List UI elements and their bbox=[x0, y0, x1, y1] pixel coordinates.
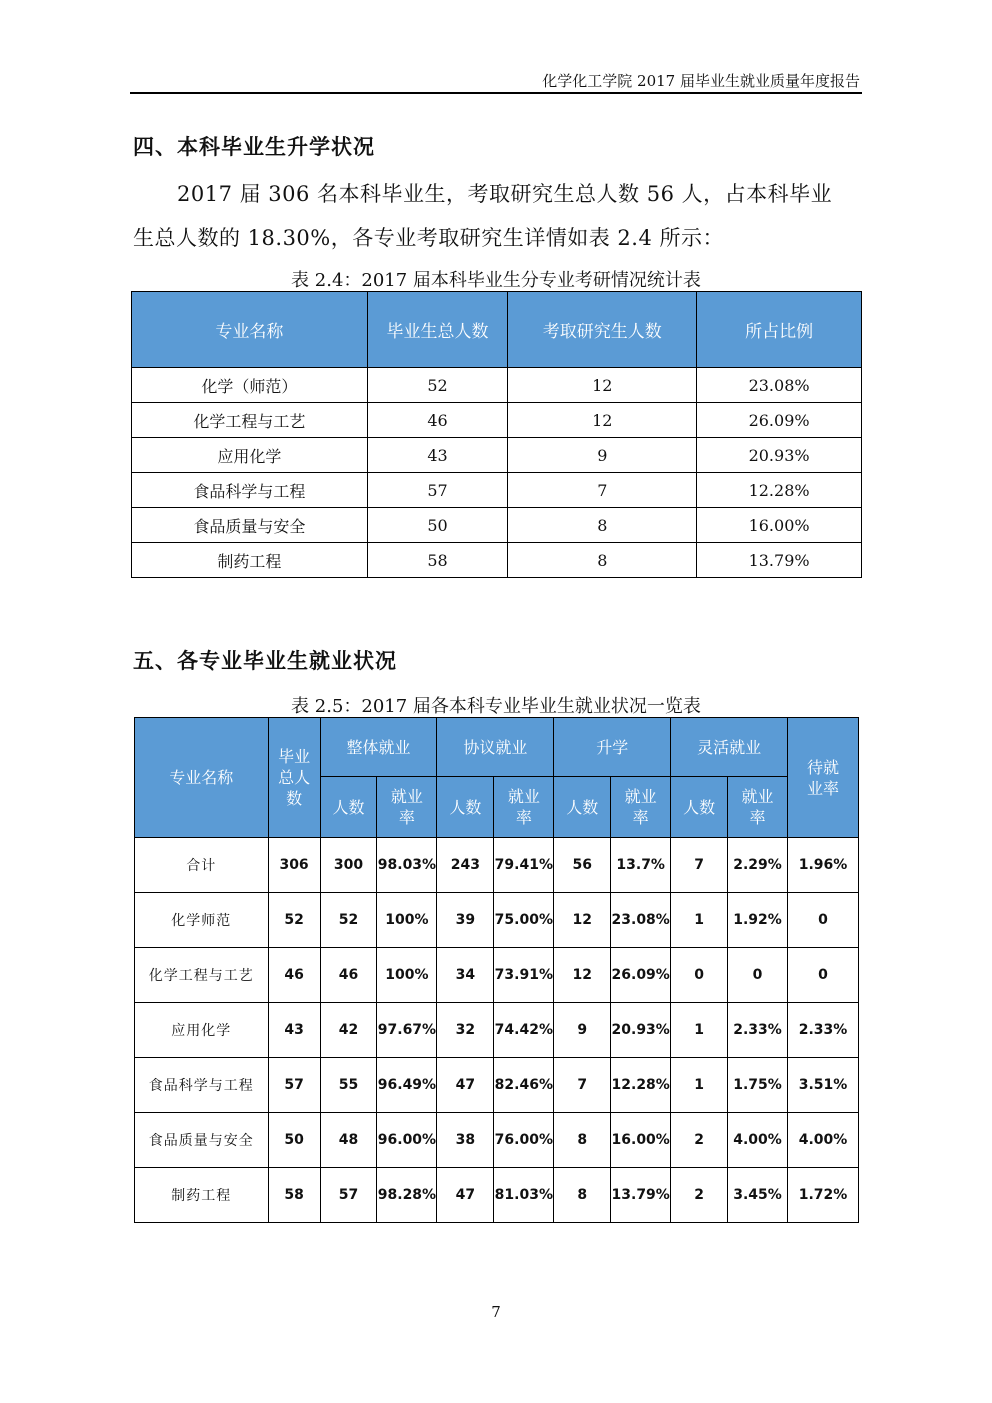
section-4-heading: 四、本科毕业生升学状况 bbox=[133, 135, 375, 159]
major-name-cell: 化学（师范） bbox=[132, 368, 368, 403]
data-cell: 34 bbox=[437, 948, 494, 1003]
group-header-agreement: 协议就业 bbox=[437, 718, 554, 777]
sub-header-rate: 就业率 bbox=[494, 777, 554, 838]
data-cell: 38 bbox=[437, 1113, 494, 1168]
data-cell: 73.91% bbox=[494, 948, 554, 1003]
data-cell: 57 bbox=[367, 473, 508, 508]
table-row bbox=[132, 473, 862, 508]
data-cell: 26.09% bbox=[611, 948, 671, 1003]
data-cell: 46 bbox=[367, 403, 508, 438]
data-cell: 8 bbox=[554, 1113, 611, 1168]
column-header: 毕业生总人数 bbox=[367, 292, 508, 368]
data-cell: 42 bbox=[320, 1003, 377, 1058]
data-cell: 79.41% bbox=[494, 838, 554, 893]
major-name-cell: 食品科学与工程 bbox=[132, 473, 368, 508]
data-cell: 57 bbox=[320, 1168, 377, 1223]
table-row bbox=[135, 1168, 859, 1223]
data-cell: 58 bbox=[367, 543, 508, 578]
data-cell: 47 bbox=[437, 1168, 494, 1223]
column-header: 所占比例 bbox=[697, 292, 862, 368]
table-row bbox=[135, 893, 859, 948]
data-cell: 0 bbox=[671, 948, 728, 1003]
data-cell: 52 bbox=[320, 893, 377, 948]
major-name-cell: 食品质量与安全 bbox=[135, 1113, 269, 1168]
data-cell: 32 bbox=[437, 1003, 494, 1058]
column-header-major: 专业名称 bbox=[135, 718, 269, 838]
data-cell: 23.08% bbox=[611, 893, 671, 948]
data-cell: 98.28% bbox=[377, 1168, 437, 1223]
table-row bbox=[135, 1113, 859, 1168]
sub-header-rate: 就业率 bbox=[728, 777, 788, 838]
data-cell: 4.00% bbox=[787, 1113, 858, 1168]
data-cell: 96.49% bbox=[377, 1058, 437, 1113]
data-cell: 12.28% bbox=[697, 473, 862, 508]
major-name-cell: 制药工程 bbox=[135, 1168, 269, 1223]
data-cell: 55 bbox=[320, 1058, 377, 1113]
table-row bbox=[132, 508, 862, 543]
sub-header-count: 人数 bbox=[320, 777, 377, 838]
data-cell: 1 bbox=[671, 893, 728, 948]
major-name-cell: 应用化学 bbox=[135, 1003, 269, 1058]
data-cell: 12 bbox=[508, 403, 697, 438]
data-cell: 7 bbox=[554, 1058, 611, 1113]
section-4-paragraph bbox=[133, 172, 863, 260]
table-row bbox=[135, 948, 859, 1003]
data-cell: 0 bbox=[787, 948, 858, 1003]
data-cell: 50 bbox=[367, 508, 508, 543]
column-header-total: 毕业总人数 bbox=[268, 718, 320, 838]
paragraph-line-1: 2017 届 306 名本科毕业生，考取研究生总人数 56 人，占本科毕业 bbox=[177, 182, 833, 206]
major-name-cell: 化学师范 bbox=[135, 893, 269, 948]
data-cell: 7 bbox=[508, 473, 697, 508]
data-cell: 4.00% bbox=[728, 1113, 788, 1168]
group-header-flexible: 灵活就业 bbox=[671, 718, 788, 777]
data-cell: 9 bbox=[554, 1003, 611, 1058]
data-cell: 81.03% bbox=[494, 1168, 554, 1223]
column-header: 专业名称 bbox=[132, 292, 368, 368]
table-2-4 bbox=[131, 291, 862, 578]
data-cell: 75.00% bbox=[494, 893, 554, 948]
page-number: 7 bbox=[491, 1303, 501, 1321]
data-cell: 96.00% bbox=[377, 1113, 437, 1168]
data-cell: 98.03% bbox=[377, 838, 437, 893]
data-cell: 2 bbox=[671, 1168, 728, 1223]
table-row bbox=[135, 1003, 859, 1058]
data-cell: 1.75% bbox=[728, 1058, 788, 1113]
data-cell: 12 bbox=[554, 893, 611, 948]
data-cell: 58 bbox=[268, 1168, 320, 1223]
data-cell: 13.79% bbox=[697, 543, 862, 578]
data-cell: 46 bbox=[320, 948, 377, 1003]
table-row bbox=[132, 438, 862, 473]
data-cell: 47 bbox=[437, 1058, 494, 1113]
data-cell: 20.93% bbox=[697, 438, 862, 473]
table-2-5-caption: 表 2.5：2017 届各本科专业毕业生就业状况一览表 bbox=[291, 696, 701, 717]
sub-header-count: 人数 bbox=[671, 777, 728, 838]
data-cell: 8 bbox=[554, 1168, 611, 1223]
data-cell: 12 bbox=[554, 948, 611, 1003]
data-cell: 16.00% bbox=[611, 1113, 671, 1168]
data-cell: 100% bbox=[377, 893, 437, 948]
data-cell: 2.33% bbox=[787, 1003, 858, 1058]
sub-header-count: 人数 bbox=[554, 777, 611, 838]
major-name-cell: 食品质量与安全 bbox=[132, 508, 368, 543]
data-cell: 1 bbox=[671, 1058, 728, 1113]
table-row bbox=[132, 543, 862, 578]
data-cell: 39 bbox=[437, 893, 494, 948]
major-name-cell: 应用化学 bbox=[132, 438, 368, 473]
sub-header-rate: 就业率 bbox=[611, 777, 671, 838]
data-cell: 74.42% bbox=[494, 1003, 554, 1058]
table-row bbox=[132, 368, 862, 403]
data-cell: 48 bbox=[320, 1113, 377, 1168]
paragraph-line-2: 生总人数的 18.30%，各专业考取研究生详情如表 2.4 所示： bbox=[133, 226, 724, 250]
sub-header-count: 人数 bbox=[437, 777, 494, 838]
sub-header-rate: 就业率 bbox=[377, 777, 437, 838]
data-cell: 0 bbox=[728, 948, 788, 1003]
data-cell: 7 bbox=[671, 838, 728, 893]
data-cell: 13.7% bbox=[611, 838, 671, 893]
data-cell: 9 bbox=[508, 438, 697, 473]
group-header-overall: 整体就业 bbox=[320, 718, 437, 777]
data-cell: 23.08% bbox=[697, 368, 862, 403]
running-header: 化学化工学院 2017 届毕业生就业质量年度报告 bbox=[542, 72, 860, 90]
data-cell: 56 bbox=[554, 838, 611, 893]
data-cell: 57 bbox=[268, 1058, 320, 1113]
data-cell: 243 bbox=[437, 838, 494, 893]
table-2-5 bbox=[134, 717, 859, 1223]
data-cell: 82.46% bbox=[494, 1058, 554, 1113]
data-cell: 0 bbox=[787, 893, 858, 948]
table-row bbox=[135, 838, 859, 893]
header-rule bbox=[130, 92, 862, 94]
data-cell: 97.67% bbox=[377, 1003, 437, 1058]
major-name-cell: 制药工程 bbox=[132, 543, 368, 578]
table-row bbox=[135, 1058, 859, 1113]
table-2-4-caption: 表 2.4：2017 届本科毕业生分专业考研情况统计表 bbox=[291, 270, 701, 291]
data-cell: 8 bbox=[508, 508, 697, 543]
data-cell: 1.92% bbox=[728, 893, 788, 948]
table-row bbox=[132, 403, 862, 438]
data-cell: 306 bbox=[268, 838, 320, 893]
data-cell: 13.79% bbox=[611, 1168, 671, 1223]
major-name-cell: 食品科学与工程 bbox=[135, 1058, 269, 1113]
data-cell: 3.51% bbox=[787, 1058, 858, 1113]
data-cell: 3.45% bbox=[728, 1168, 788, 1223]
data-cell: 1 bbox=[671, 1003, 728, 1058]
data-cell: 43 bbox=[367, 438, 508, 473]
data-cell: 2 bbox=[671, 1113, 728, 1168]
section-5-heading: 五、各专业毕业生就业状况 bbox=[133, 649, 397, 673]
column-header-wait-rate: 待就业率 bbox=[787, 718, 858, 838]
data-cell: 100% bbox=[377, 948, 437, 1003]
data-cell: 46 bbox=[268, 948, 320, 1003]
data-cell: 8 bbox=[508, 543, 697, 578]
data-cell: 26.09% bbox=[697, 403, 862, 438]
major-name-cell: 合计 bbox=[135, 838, 269, 893]
data-cell: 12 bbox=[508, 368, 697, 403]
data-cell: 43 bbox=[268, 1003, 320, 1058]
data-cell: 76.00% bbox=[494, 1113, 554, 1168]
group-header-further-study: 升学 bbox=[554, 718, 671, 777]
column-header: 考取研究生人数 bbox=[508, 292, 697, 368]
data-cell: 300 bbox=[320, 838, 377, 893]
data-cell: 52 bbox=[268, 893, 320, 948]
data-cell: 20.93% bbox=[611, 1003, 671, 1058]
major-name-cell: 化学工程与工艺 bbox=[132, 403, 368, 438]
data-cell: 50 bbox=[268, 1113, 320, 1168]
data-cell: 12.28% bbox=[611, 1058, 671, 1113]
data-cell: 2.29% bbox=[728, 838, 788, 893]
data-cell: 1.72% bbox=[787, 1168, 858, 1223]
data-cell: 52 bbox=[367, 368, 508, 403]
data-cell: 1.96% bbox=[787, 838, 858, 893]
data-cell: 16.00% bbox=[697, 508, 862, 543]
major-name-cell: 化学工程与工艺 bbox=[135, 948, 269, 1003]
data-cell: 2.33% bbox=[728, 1003, 788, 1058]
